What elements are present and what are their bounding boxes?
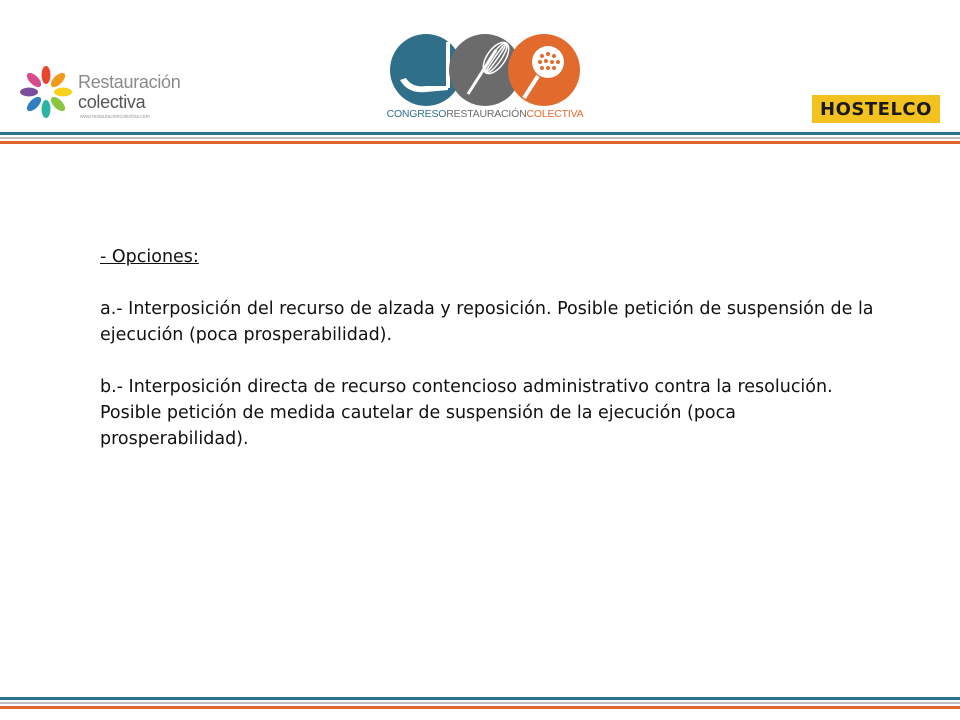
rainbow-flower-icon [18,64,74,120]
logo-text-colectiva: colectiva [78,92,146,112]
skimmer-icon [508,34,580,106]
congreso-text-part2: RESTAURACIÓN [446,108,527,120]
logo-text-restauracion: Restauración [78,72,181,92]
slide-content [100,244,890,452]
kitchen-utensils-icon [388,32,582,108]
footer-stripe-blue [0,697,960,700]
congreso-restauracion-colectiva-logo [372,28,598,124]
hostelco-text: HOSTELCO [820,98,932,120]
option-b-paragraph: b.- Interposición directa de recurso contencioso administrativo contra la resolución. Posible petición de medida cautelar de suspensión de la ejecución (poca prosperabilidad). [100,377,833,449]
header-stripe-orange [0,141,960,144]
spacer [100,348,890,374]
logo-url: www.restauracioncolectiva.com [80,114,150,120]
header-stripe-gray [0,137,960,139]
hostelco-logo [812,95,940,123]
header-stripe-blue [0,132,960,135]
footer-stripe-orange [0,706,960,709]
option-a-paragraph: a.- Interposición del recurso de alzada y reposición. Posible petición de suspensión de la ejecución (poca prosperabilidad). [100,299,874,345]
slide-header [0,0,960,150]
congreso-logo-text [372,108,598,120]
footer-stripe-gray [0,702,960,704]
spacer [100,270,890,296]
restauracion-colectiva-logo [14,62,181,126]
congreso-text-part1: CONGRESO [386,108,447,120]
options-heading: - Opciones: [100,247,199,267]
congreso-text-part3: COLECTIVA [526,108,584,120]
